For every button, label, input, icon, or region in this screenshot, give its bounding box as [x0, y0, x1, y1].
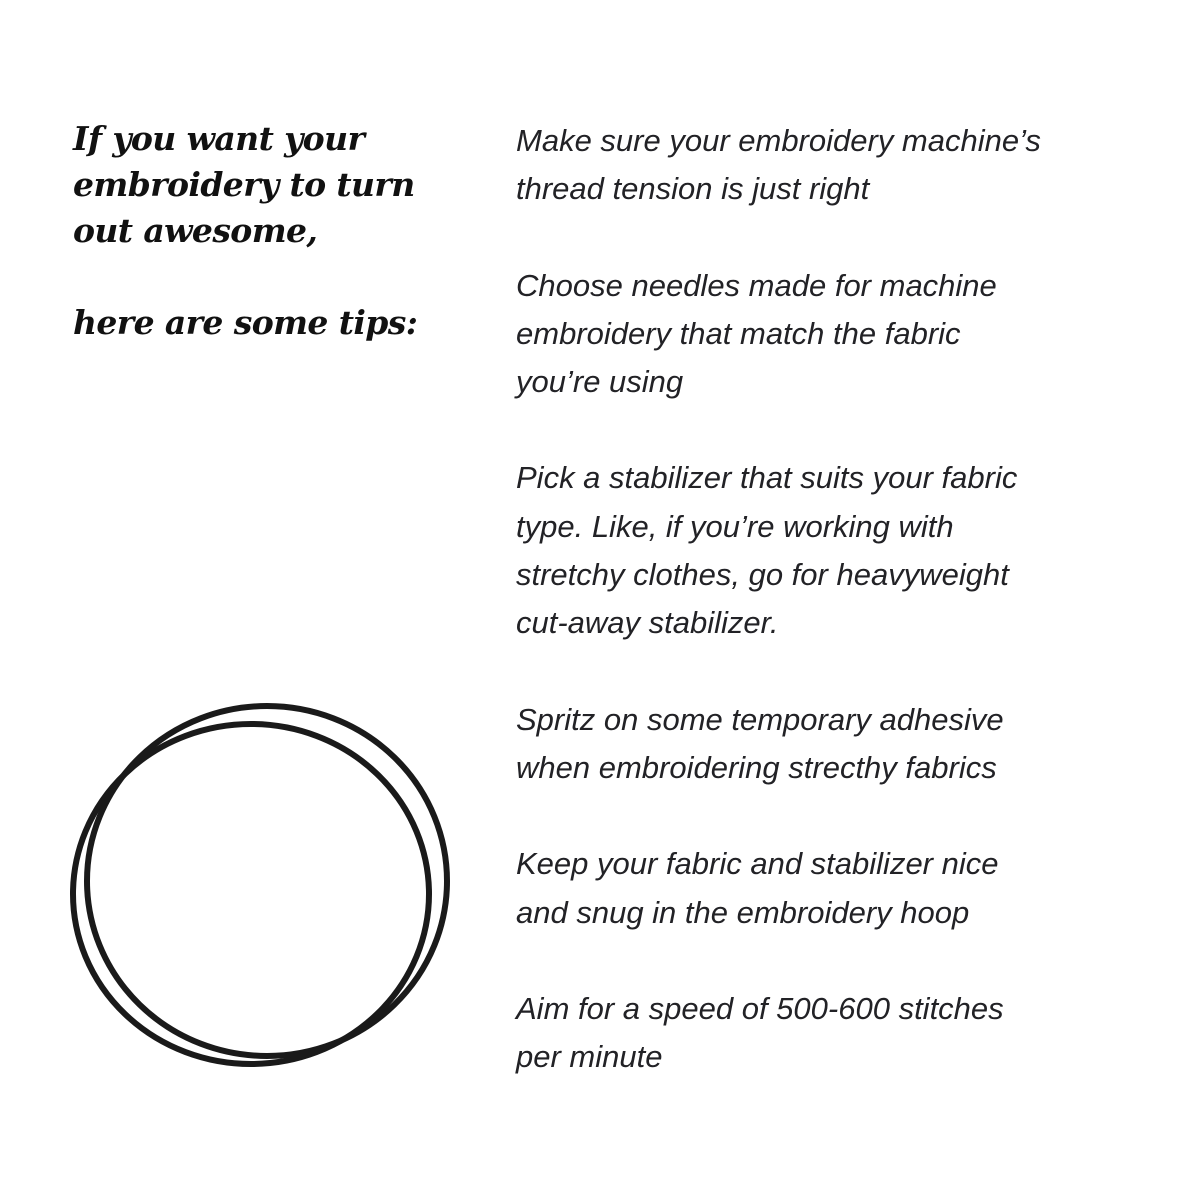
heading-line: out awesome, [73, 211, 318, 250]
tip-item [516, 262, 1176, 407]
heading-line: If you want your [73, 119, 365, 158]
tip-text-line: stretchy clothes, go for heavyweight [516, 557, 1009, 593]
tip-text-line: per minute [516, 1039, 663, 1075]
heading-spacer [73, 254, 463, 300]
tip-text-line: and snug in the embroidery hoop [516, 894, 970, 930]
tip-text-line: when embroidering strecthy fabrics [516, 749, 997, 785]
tip-text-line: Make sure your embroidery machine’s [516, 123, 1041, 158]
tip-item [516, 696, 1176, 793]
heading-line: embroidery to turn [73, 165, 415, 204]
tip-text-line: type. Like, if you’re working with [516, 508, 954, 544]
tip-item [516, 454, 1176, 647]
hoop-outer-ring [87, 706, 447, 1056]
tip-text-line: cut-away stabilizer. [516, 605, 779, 641]
tip-text-line: thread tension is just right [516, 171, 870, 207]
tip-item [516, 117, 1176, 214]
tip-text-line: Aim for a speed of 500-600 stitches [516, 990, 1004, 1026]
tip-text-line: Choose needles made for machine [516, 267, 997, 303]
tip-text-line: embroidery that match the fabric [516, 315, 961, 351]
intro-heading [73, 116, 463, 346]
tips-list [516, 117, 1176, 1129]
tip-text-line: Keep your fabric and stabilizer nice [516, 846, 999, 882]
tip-text-line: Spritz on some temporary adhesive [516, 701, 1004, 737]
subheading: here are some tips: [73, 303, 418, 342]
tip-item [516, 840, 1176, 937]
embroidery-hoop-icon [60, 690, 460, 1085]
tip-text-line: Pick a stabilizer that suits your fabric [516, 460, 1018, 496]
tip-item [516, 985, 1176, 1082]
tip-text-line: you’re using [516, 364, 684, 400]
